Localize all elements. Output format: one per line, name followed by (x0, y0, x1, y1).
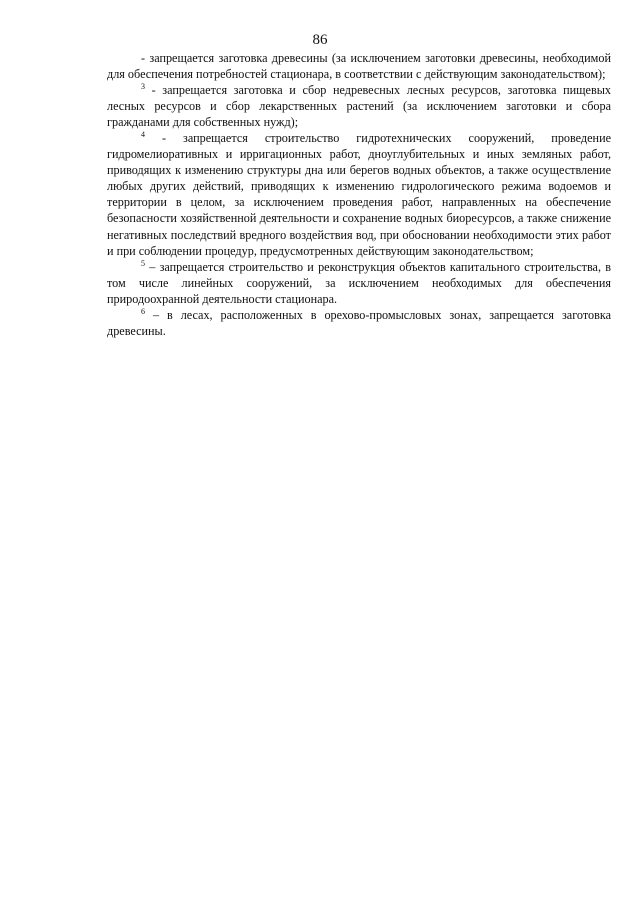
paragraph-4 (107, 259, 611, 307)
paragraph-2 (107, 82, 611, 130)
paragraph-3 (107, 130, 611, 258)
paragraph-5-text: – в лесах, расположенных в орехово-промысловых зонах, запрещается заготовка древесины. (107, 307, 611, 338)
footnote-marker-5: 5 (141, 258, 145, 268)
paragraph-1-text: - запрещается заготовка древесины (за исключением заготовки древесины, необходимой для обеспечения потребностей стационара, в соответствии с действующим законодательством); (107, 51, 611, 82)
footnote-marker-3: 3 (141, 82, 145, 92)
paragraph-5 (107, 307, 611, 339)
page-number: 86 (312, 32, 328, 48)
footnote-marker-6: 6 (141, 306, 145, 316)
document-body (107, 50, 611, 339)
paragraph-2-text: - запрещается заготовка и сбор недревесных лесных ресурсов, заготовка пищевых лесных ресурсов и сбор лекарственных растений (за исключением заготовки и сбора гражданами для собственных нужд); (107, 83, 611, 130)
paragraph-3-text: - запрещается строительство гидротехнических сооружений, проведение гидромелиоративных и ирригационных работ, дноуглубительных и иных земляных работ, приводящих к изменению структуры дна или берегов водных объектов, а также осуществление любых других действий, приводящих к изменению гидрологического режима водоемов и территории в целом, за исключением проведения работ, направленных на обеспечение безопасности хозяйственной деятельности и сохранение водных биоресурсов, а также снижение негативных последствий вредного воздействия вод, при обосновании необходимости этих работ и при соблюдении процедур, предусмотренных действующим законодательством; (107, 131, 611, 258)
paragraph-4-text: – запрещается строительство и реконструкция объектов капитального строительства, в том числе линейных сооружений, за исключением необходимых для обеспечения природоохранной деятельности стационара. (107, 259, 611, 306)
footnote-marker-4: 4 (141, 130, 145, 140)
paragraph-1 (107, 50, 611, 82)
